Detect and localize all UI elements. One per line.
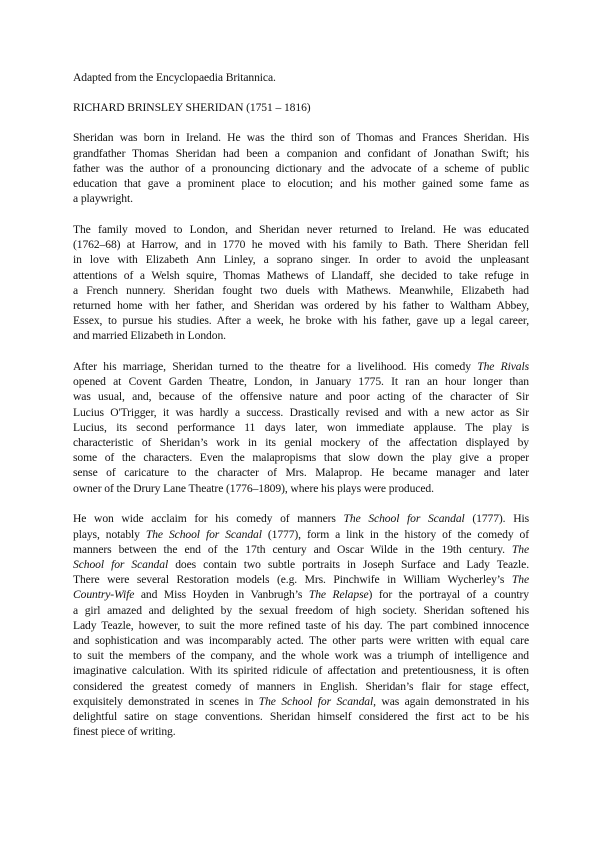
text-run: manners between the end of the 17th century and Oscar Wilde in the 19th century.	[73, 542, 512, 556]
paragraph-list	[73, 130, 529, 739]
italic-title: The	[511, 542, 529, 556]
text-run: ) for the portrayal of a country	[368, 588, 529, 602]
text-line	[73, 374, 529, 389]
text-run: a playwright.	[73, 192, 133, 206]
text-line	[73, 298, 529, 313]
text-run: Lucius, its second performance 11 days later, won immediate applause. The play is	[73, 420, 529, 434]
text-run: (1762–68) at Harrow, and in 1770 he moved with his family to Bath. There Sheridan fell	[73, 238, 529, 252]
text-run: The family moved to London, and Sheridan never returned to Ireland. He was educated	[73, 222, 529, 236]
text-run: exquisitely demonstrated in scenes in	[73, 694, 259, 708]
text-line	[73, 481, 529, 496]
text-run: and Miss Hoyden in Vanbrugh’s	[134, 588, 309, 602]
text-run: sense of caricature to the character of Mrs. Malaprop. He became manager and later	[73, 466, 529, 480]
text-line	[73, 542, 529, 557]
text-run: opened at Covent Garden Theatre, London, in January 1775. It ran an hour longer than	[73, 375, 529, 389]
text-line	[73, 648, 529, 663]
text-line	[73, 359, 529, 374]
text-line	[73, 572, 529, 587]
body-paragraph	[73, 511, 529, 739]
text-line	[73, 237, 529, 252]
text-run: plays, notably	[73, 527, 146, 541]
body-paragraph	[73, 359, 529, 496]
text-line	[73, 161, 529, 176]
text-line	[73, 709, 529, 724]
body-paragraph	[73, 222, 529, 344]
text-run: Sheridan was born in Ireland. He was the third son of Thomas and Frances Sheridan. His	[73, 131, 529, 145]
text-line	[73, 222, 529, 237]
text-line	[73, 405, 529, 420]
text-run: After his marriage, Sheridan turned to the theatre for a livelihood. His comedy	[73, 360, 478, 374]
italic-title: The Relapse	[308, 588, 369, 602]
text-run: a French nunnery. Sheridan fought two duels with Mathews. Meanwhile, Elizabeth had	[73, 283, 529, 297]
text-run: and married Elizabeth in London.	[73, 329, 226, 343]
text-line	[73, 420, 529, 435]
text-run: returned home with her father, and Sheridan was ordered by his father to Waltham Abbey,	[73, 298, 529, 312]
text-run: owner of the Drury Lane Theatre (1776–1809), where his plays were produced.	[73, 481, 434, 495]
text-run: He won wide acclaim for his comedy of manners	[73, 512, 344, 526]
text-run: considered the greatest comedy of manners in English. Sheridan’s flair for stage effect,	[73, 679, 529, 693]
italic-title: The School for Scandal	[145, 527, 262, 541]
text-run: does contain two subtle portraits in Joseph Surface and Lady Teazle.	[168, 557, 529, 571]
text-run: to suit the members of the company, and the whole work was a triumph of intelligence and	[73, 649, 529, 663]
text-run: a girl amazed and delighted by the sexual freedom of high society. Sheridan softened his	[73, 603, 529, 617]
text-line	[73, 724, 529, 739]
text-line	[73, 465, 529, 480]
text-line	[73, 663, 529, 678]
text-run: finest piece of writing.	[73, 725, 176, 739]
text-run: grandfather Thomas Sheridan had been a companion and confidant of Jonathan Swift; his	[73, 146, 529, 160]
text-run: attentions of a Welsh squire, Thomas Mathews of Llandaff, she decided to take refuge in	[73, 268, 529, 282]
text-run: Lady Teazle, however, to suit the more refined taste of his day. The part combined innocence	[73, 618, 529, 632]
text-line	[73, 694, 529, 709]
document-body	[73, 70, 529, 755]
text-run: delightful satire on stage conventions. Sheridan himself considered the first act to be his	[73, 710, 529, 724]
text-run: in love with Elizabeth Ann Linley, a soprano singer. In order to avoid the unpleasant	[73, 253, 529, 267]
text-run: Essex, to pursue his studies. After a week, he broke with his father, gave up a legal career,	[73, 314, 529, 328]
body-paragraph	[73, 130, 529, 206]
text-line	[73, 557, 529, 572]
text-line	[73, 389, 529, 404]
text-line	[73, 252, 529, 267]
text-run: (1777). His	[464, 512, 529, 526]
text-run: Lucius O'Trigger, it was hardly a success. Drastically revised and with a new actor as Sir	[73, 405, 529, 419]
text-line	[73, 191, 529, 206]
text-line	[73, 527, 529, 542]
text-line	[73, 603, 529, 618]
text-line	[73, 618, 529, 633]
text-run: some of the characters. Even the malapropisms that slow down the play give a proper	[73, 451, 529, 465]
text-line	[73, 283, 529, 298]
text-line	[73, 679, 529, 694]
text-line	[73, 146, 529, 161]
text-line	[73, 328, 529, 343]
text-run: was usual, and, because of the offensive nature and poor acting of the character of Sir	[73, 390, 529, 404]
text-line	[73, 587, 529, 602]
text-line	[73, 633, 529, 648]
text-line	[73, 313, 529, 328]
italic-title: The Rivals	[477, 360, 529, 374]
text-run: education that gave a prominent place to elocution; and his mother gained some fame as	[73, 177, 529, 191]
text-run: father was the author of a pronouncing dictionary and the advocate of a scheme of public	[73, 161, 529, 175]
italic-title: The School for Scandal	[258, 694, 374, 708]
text-line	[73, 511, 529, 526]
text-line	[73, 450, 529, 465]
italic-title: The School for Scandal	[343, 512, 465, 526]
text-run: (1777), form a link in the history of the comedy of	[261, 527, 529, 541]
text-run: , was again demonstrated in his	[373, 694, 529, 708]
text-line	[73, 130, 529, 145]
italic-title: The	[511, 573, 529, 587]
text-line	[73, 268, 529, 283]
text-run: imaginative calculation. With its spirited ridicule of affectation and pretentiousness, it is often	[73, 664, 529, 678]
italic-title: School for Scandal	[73, 557, 169, 571]
source-note: Adapted from the Encyclopaedia Britannica.	[73, 71, 276, 84]
document-title: RICHARD BRINSLEY SHERIDAN (1751 – 1816)	[73, 101, 311, 115]
text-run: and sophistication and was incomparably acted. The other parts were written with equal care	[73, 634, 529, 647]
text-line	[73, 435, 529, 450]
text-run: There were several Restoration models (e.g. Mrs. Pinchwife in William Wycherley’s	[73, 573, 512, 587]
text-line	[73, 176, 529, 191]
italic-title: Country-Wife	[73, 588, 135, 602]
text-run: characteristic of Sheridan’s work in its genial mockery of the affectation displayed by	[73, 436, 529, 450]
